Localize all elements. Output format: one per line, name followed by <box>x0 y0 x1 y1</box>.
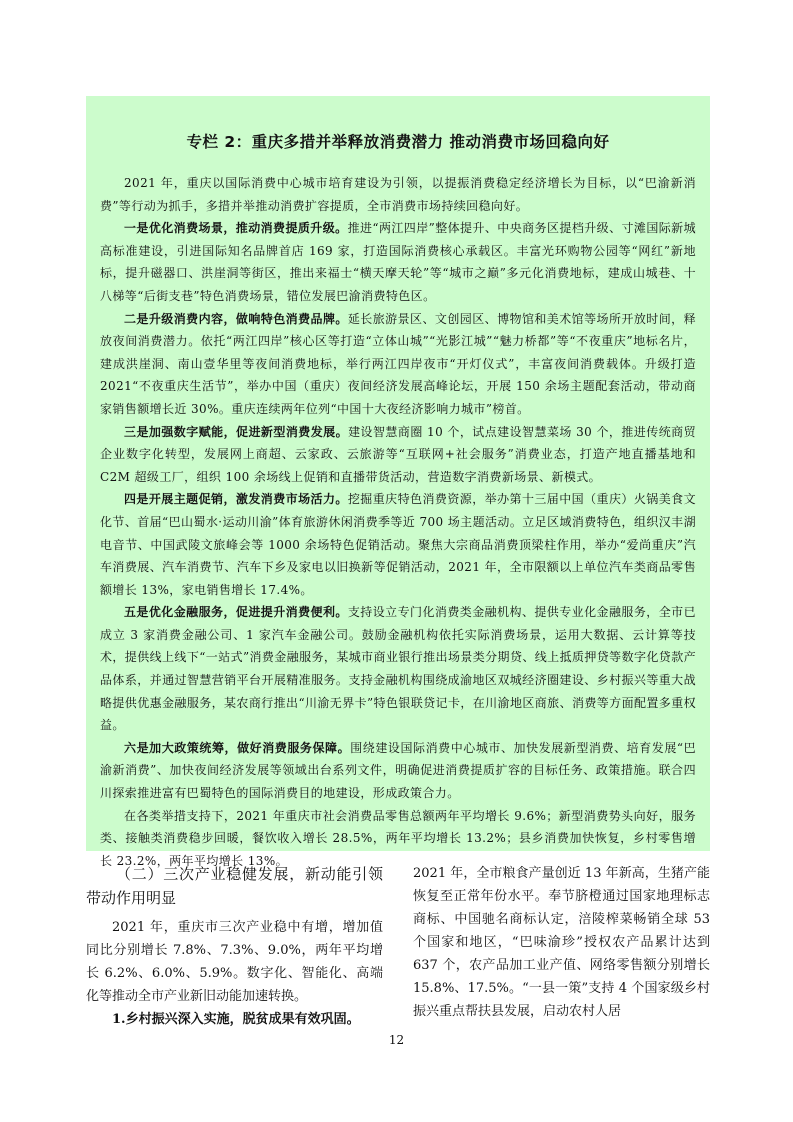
box-item-lead: 四是开展主题促销，激发消费市场活力。 <box>124 492 348 507</box>
box-item-lead: 三是加强数字赋能，促进新型消费发展。 <box>124 424 349 439</box>
section-heading: （二）三次产业稳健发展，新动能引领带动作用明显 <box>86 865 383 907</box>
left-column <box>86 862 383 1031</box>
left-paragraph: 2021 年，重庆市三次产业稳中有增，增加值同比分别增长 7.8%、7.3%、9.0%，两年平均增长 6.2%、6.0%、5.9%。数字化、智能化、高端化等推动全市产业新旧动能加速转换。 <box>86 920 383 1004</box>
box-item-text: 围绕建设国际消费中心城市、加快发展新型消费、培育发展“巴渝新消费”、加快夜间经济发展等领域出台系列文件，明确促进消费提质扩容的目标任务、政策措施。联合四川探索推进富有巴蜀特色的国际消费目的地建设，形成政策合力。 <box>100 740 696 801</box>
box-item-lead: 六是加大政策统筹，做好消费服务保障。 <box>124 740 351 755</box>
box-intro: 2021 年，重庆以国际消费中心城市培育建设为引领，以提振消费稳定经济增长为目标，以“巴渝新消费”等行动为抓手，多措并举推动消费扩容提质，全市消费市场持续回稳向好。 <box>100 176 696 213</box>
box-item-lead: 二是升级消费内容，做响特色消费品牌。 <box>124 311 348 326</box>
box-item-lead: 一是优化消费场景，推动消费提质升级。 <box>124 221 348 236</box>
box-item-lead: 五是优化金融服务，促进提升消费便利。 <box>124 605 348 620</box>
page-number: 12 <box>388 1033 405 1047</box>
box-item-text: 挖掘重庆特色消费资源，举办第十三届中国（重庆）火锅美食文化节、首届“巴山蜀水·运动川渝”体育旅游休闲消费季等近 700 场主题活动。立足区域消费特色，组织汉丰湖电音节、中国武陵文旅峰会等 1000 余场特色促销活动。聚焦大宗商品消费顶梁柱作用，举办“爱尚重庆”汽车消费展、汽车消费节、汽车下乡及家电以旧换新等促销活动，2021 年，全市限额以上单位汽车类商品零售额增长 13%，家电销售增长 17.4%。 <box>100 492 697 597</box>
two-column-body <box>86 862 710 1031</box>
column-box <box>86 96 710 868</box>
right-column <box>413 862 710 1031</box>
box-item-1 <box>100 217 696 307</box>
box-item-text: 支持设立专门化消费类金融机构、提供专业化金融服务，全市已成立 3 家消费金融公司、1 家汽车金融公司。鼓励金融机构依托实际消费场景，运用大数据、云计算等技术，提供线上线下“一站式”消费金融服务，某城市商业银行推出场景类分期贷、线上抵质押贷等数字化贷款产品体系，并通过智慧营销平台开展精准服务。支持金融机构围绕成渝地区双城经济圈建设、乡村振兴等重大战略提供优惠金融服务，某农商行推出“川渝无界卡”特色银联贷记卡，在川渝地区商旅、消费等方面配置多重权益。 <box>100 605 697 733</box>
right-paragraph: 2021 年，全市粮食产量创近 13 年新高，生猪产能恢复至正常年份水平。奉节脐橙通过国家地理标志商标、中国驰名商标认定，涪陵榨菜畅销全球 53 个国家和地区，“巴味渝珍”授权农产品累计达到 637 个，农产品加工业产值、网络零售额分别增长 15.8%、17.5%。“一县一策”支持 4 个国家级乡村振兴重点帮扶县发展，启动农村人居 <box>413 866 710 1019</box>
box-closing: 在各类举措支持下，2021 年重庆市社会消费品零售总额两年平均增长 9.6%；新型消费势头向好，服务类、接触类消费稳步回暖，餐饮收入增长 28.5%，两年平均增长 13.2%；县乡消费加快恢复，乡村零售增长 23.2%，两年平均增长 13%。 <box>100 808 696 868</box>
box-item-text: 建设智慧商圈 10 个，试点建设智慧菜场 30 个，推进传统商贸企业数字化转型，发展网上商超、云家政、云旅游等“互联网+社会服务”消费业态，打造产地直播基地和 C2M 超级工厂，组织 100 余场线上促销和直播带货活动，营造数字消费新场景、新模式。 <box>100 424 696 484</box>
box-item-2 <box>100 308 696 421</box>
subsection-heading: 1.乡村振兴深入实施，脱贫成果有效巩固。 <box>112 1012 360 1027</box>
box-item-5 <box>100 601 696 737</box>
box-item-3 <box>100 421 696 489</box>
box-item-4 <box>100 488 696 601</box>
box-title: 专栏 2：重庆多措并举释放消费潜力 推动消费市场回稳向好 <box>186 133 610 151</box>
box-item-text: 推进“两江四岸”整体提升、中央商务区提档升级、寸滩国际新城高标准建设，引进国际知名品牌首店 169 家，打造国际消费核心承载区。丰富光环购物公园等“网红”新地标，提升磁器口、洪崖洞等街区，推出来福士“横天摩天轮”等“城市之巅”多元化消费地标，建成山城巷、十八梯等“后街支巷”特色消费场景，错位发展巴渝消费特色区。 <box>100 221 696 303</box>
box-item-6 <box>100 737 696 805</box>
box-item-text: 延长旅游景区、文创园区、博物馆和美术馆等场所开放时间，释放夜间消费潜力。依托“两江四岸”核心区等打造“立体山城”“光影江城”“魅力桥都”等“不夜重庆”地标名片，建成洪崖洞、南山壹华里等夜间消费地标，举行两江四岸夜市“开灯仪式”，丰富夜间消费载体。升级打造 2021“不夜重庆生活节”，举办中国（重庆）夜间经济发展高峰论坛，开展 150 余场主题配套活动，带动商家销售额增长近 30%。重庆连续两年位列“中国十大夜经济影响力城市”榜首。 <box>100 311 697 416</box>
